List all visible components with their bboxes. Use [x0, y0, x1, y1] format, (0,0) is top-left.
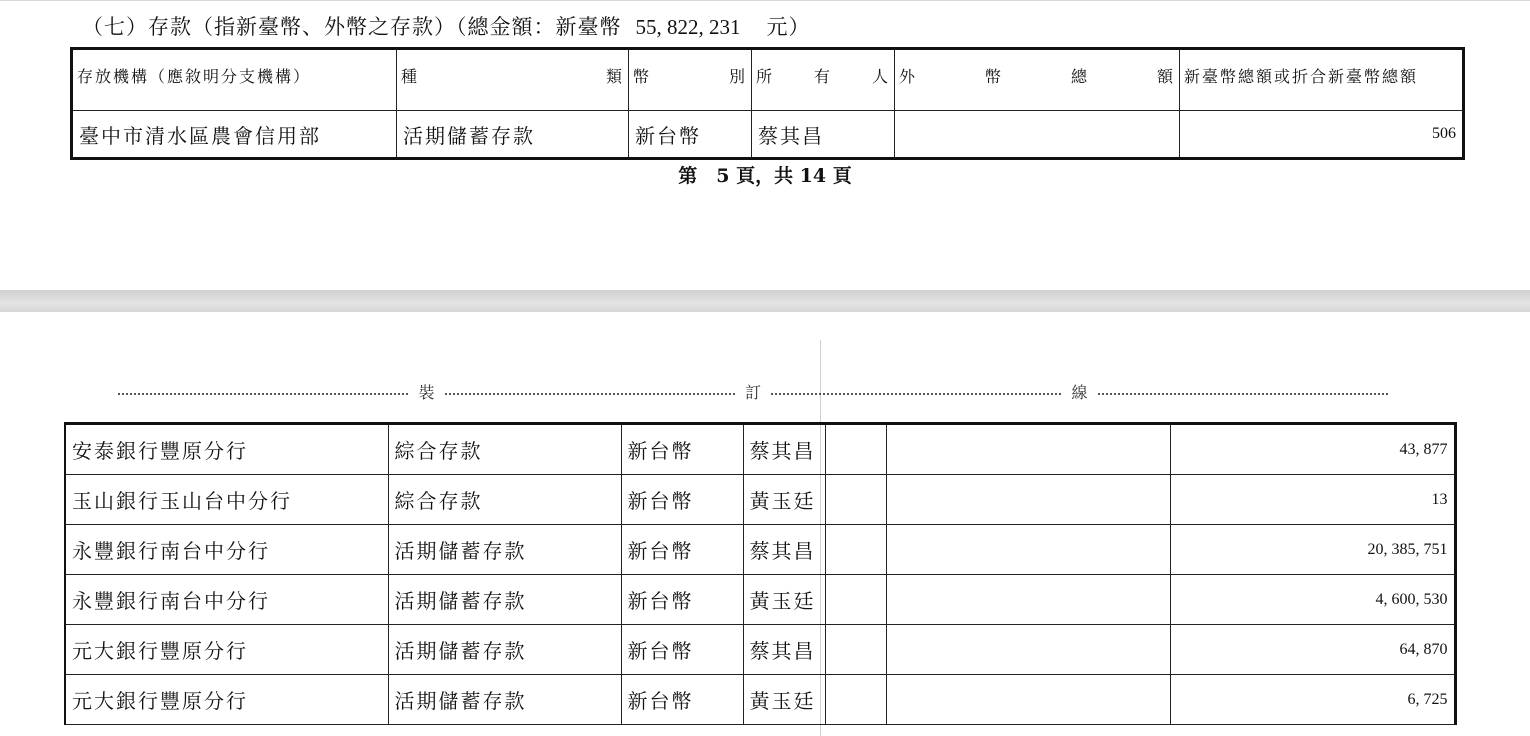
cell-institution: 元大銀行豐原分行	[65, 675, 388, 725]
cell-institution: 永豐銀行南台中分行	[65, 575, 388, 625]
cell-currency: 新台幣	[621, 424, 743, 475]
binding-mark-staple: 訂	[744, 383, 761, 402]
cell-foreign-total	[886, 575, 1170, 625]
binding-mark-bind: 裝	[418, 383, 435, 402]
dotted-line	[1098, 393, 1388, 395]
cell-institution: 元大銀行豐原分行	[65, 625, 388, 675]
section-title: （七）存款（指新臺幣、外幣之存款）（總金額：新臺幣	[82, 15, 622, 39]
binding-mark-line: 線	[1071, 383, 1088, 402]
cell-type: 活期儲蓄存款	[388, 625, 621, 675]
header-owner: 所 有 人	[752, 49, 895, 111]
table-row	[72, 111, 1464, 159]
deposits-table-header	[70, 47, 1465, 160]
cell-ntd-total: 506	[1180, 111, 1464, 159]
cell-type: 活期儲蓄存款	[388, 525, 621, 575]
cell-currency: 新台幣	[621, 475, 743, 525]
cell-foreign-total	[886, 424, 1170, 475]
header-type: 種 類	[397, 49, 629, 111]
header-currency: 幣 別	[629, 49, 752, 111]
cell-foreign-total	[895, 111, 1180, 159]
cell-blank	[825, 424, 886, 475]
header-foreign-total: 外 幣 總 額	[895, 49, 1180, 111]
cell-ntd-total: 4, 600, 530	[1170, 575, 1455, 625]
cell-foreign-total	[886, 675, 1170, 725]
header-ntd-total: 新臺幣總額或折合新臺幣總額	[1180, 49, 1464, 111]
cell-currency: 新台幣	[621, 525, 743, 575]
table-row	[65, 675, 1455, 725]
cell-owner: 蔡其昌	[752, 111, 895, 159]
dotted-line	[771, 393, 1061, 395]
page-number: 第 5 頁，共 14 頁	[678, 165, 852, 187]
cell-blank	[825, 675, 886, 725]
cell-blank	[825, 625, 886, 675]
cell-institution: 永豐銀行南台中分行	[65, 525, 388, 575]
cell-ntd-total: 6, 725	[1170, 675, 1455, 725]
cell-currency: 新台幣	[629, 111, 752, 159]
deposits-table-continued	[64, 422, 1457, 725]
dotted-line	[118, 393, 408, 395]
cell-blank	[825, 475, 886, 525]
table-row	[65, 575, 1455, 625]
cell-owner: 蔡其昌	[743, 625, 825, 675]
cell-ntd-total: 43, 877	[1170, 424, 1455, 475]
cell-ntd-total: 13	[1170, 475, 1455, 525]
cell-type: 活期儲蓄存款	[388, 675, 621, 725]
table-header-row	[72, 49, 1464, 111]
cell-currency: 新台幣	[621, 575, 743, 625]
table-row	[65, 625, 1455, 675]
total-amount: 55, 822, 231	[635, 15, 741, 39]
cell-owner: 黃玉廷	[743, 675, 825, 725]
cell-type: 綜合存款	[388, 475, 621, 525]
section-heading	[82, 11, 811, 41]
cell-type: 活期儲蓄存款	[397, 111, 629, 159]
table-row	[65, 475, 1455, 525]
cell-owner: 黃玉廷	[743, 575, 825, 625]
document-page-5	[0, 0, 1530, 291]
header-institution: 存放機構（應敘明分支機構）	[72, 49, 397, 111]
cell-currency: 新台幣	[621, 625, 743, 675]
binding-line	[108, 380, 1398, 403]
cell-type: 綜合存款	[388, 424, 621, 475]
cell-type: 活期儲蓄存款	[388, 575, 621, 625]
cell-ntd-total: 64, 870	[1170, 625, 1455, 675]
table-row	[65, 424, 1455, 475]
dotted-line	[445, 393, 735, 395]
cell-ntd-total: 20, 385, 751	[1170, 525, 1455, 575]
cell-blank	[825, 525, 886, 575]
cell-owner: 黃玉廷	[743, 475, 825, 525]
cell-owner: 蔡其昌	[743, 424, 825, 475]
cell-institution: 臺中市清水區農會信用部	[72, 111, 397, 159]
cell-institution: 玉山銀行玉山台中分行	[65, 475, 388, 525]
cell-blank	[825, 575, 886, 625]
cell-owner: 蔡其昌	[743, 525, 825, 575]
cell-foreign-total	[886, 625, 1170, 675]
page-separator	[0, 290, 1530, 312]
cell-foreign-total	[886, 475, 1170, 525]
cell-foreign-total	[886, 525, 1170, 575]
table-row	[65, 525, 1455, 575]
total-unit: 元）	[766, 15, 811, 39]
cell-currency: 新台幣	[621, 675, 743, 725]
cell-institution: 安泰銀行豐原分行	[65, 424, 388, 475]
